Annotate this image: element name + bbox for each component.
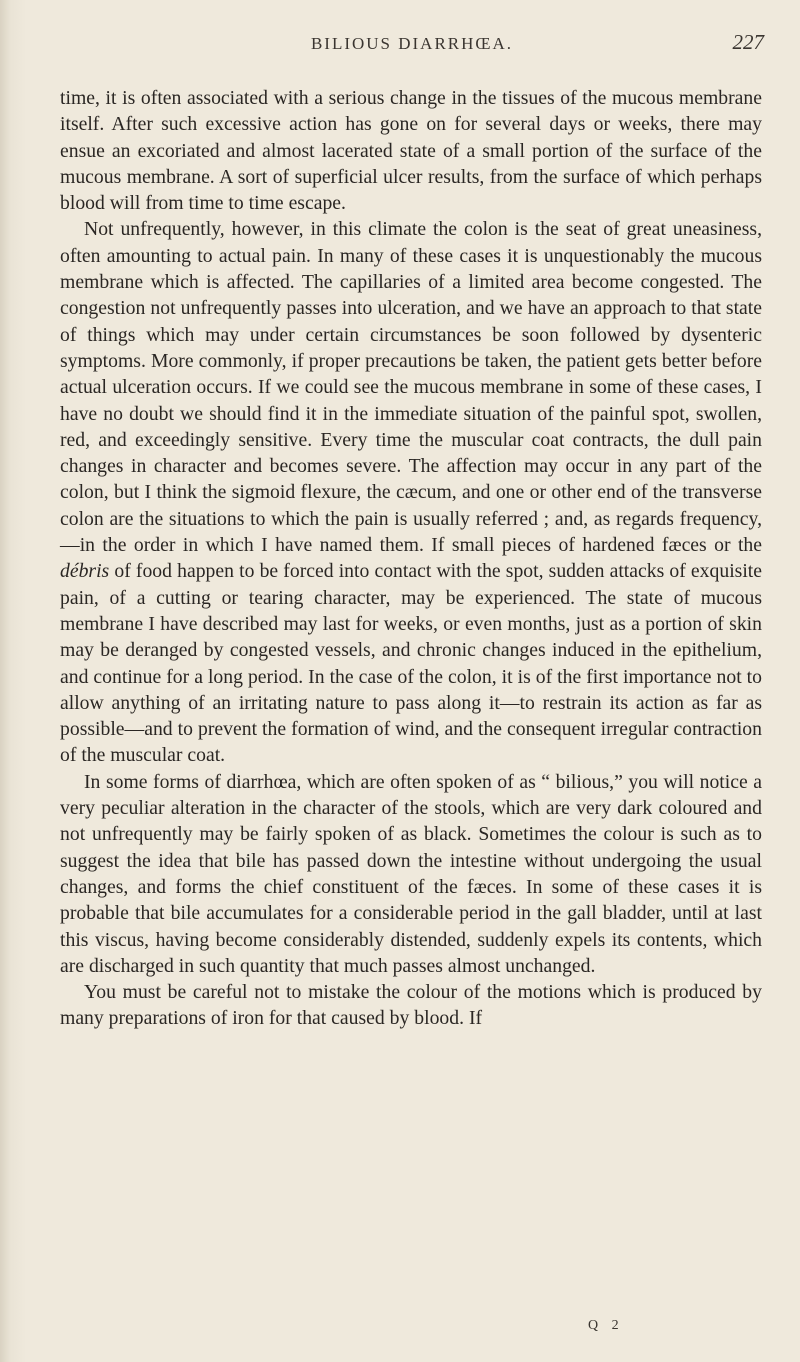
paragraph-2 bbox=[60, 216, 762, 768]
page-number: 227 bbox=[732, 30, 764, 54]
paragraph-3: In some forms of diarrhœa, which are often spoken of as “ bilious,” you will notice a very peculiar alteration in the character of the stools, which are very dark coloured and not unfrequently may be fairly spoken of as black. Sometimes the colour is such as to suggest the idea that bile has passed down the intestine without undergoing the usual changes, and forms the chief constituent of the fæces. In some of these cases it is probable that bile accumulates for a considerable period in the gall bladder, until at last this viscus, having become considerably distended, suddenly expels its contents, which are discharged in such quantity that much passes almost unchanged. bbox=[60, 770, 762, 977]
italic-debris: débris bbox=[60, 560, 110, 583]
body-text bbox=[60, 85, 762, 1032]
paragraph-4: You must be careful not to mistake the colour of the motions which is produced by many preparations of iron for that caused by blood. If bbox=[60, 981, 762, 1030]
paragraph-2-part-1: Not unfrequently, however, in this climate the colon is the seat of great uneasiness, often amounting to actual pain. In many of these cases it is unquestionably the mucous membrane which is affected. The capillaries of a limited area become congested. The congestion not unfrequently passes into ulceration, and we have an approach to that state of things which may under certain circumstances be soon followed by dysenteric symptoms. More commonly, if proper precautions be taken, the patient gets better before actual ulceration occurs. If we could see the mucous membrane in some of these cases, I have no doubt we should find it in the immediate situation of the painful spot, swollen, red, and exceedingly sensitive. Every time the muscular coat contracts, the dull pain changes in character and becomes severe. The affection may occur in any part of the colon, but I think the sigmoid flexure, the cæcum, and one or other end of the transverse colon are the situations to which the pain is usually referred ; and, as regards frequency,—in the order in which I have named them. If small pieces of hardened fæces or the bbox=[60, 218, 762, 557]
running-title: BILIOUS DIARRHŒA. bbox=[310, 34, 514, 53]
paragraph-2-part-2: of food happen to be forced into contact with the spot, sudden attacks of exquisite pain, of a cutting or tearing character, may be experienced. The state of mucous membrane I have described may last for weeks, or even months, just as a portion of skin may be deranged by congested vessels, and chronic changes induced in the epithelium, and continue for a long period. In the case of the colon, it is of the first importance not to allow anything of an irritating nature to pass along it—to restrain its action as far as possible—and to prevent the formation of wind, and the consequent irregular contraction of the muscular coat. bbox=[60, 560, 762, 767]
signature-mark: Q 2 bbox=[588, 1318, 624, 1333]
paragraph-1: time, it is often associated with a serious change in the tissues of the mucous membrane itself. After such excessive action has gone on for several days or weeks, there may ensue an excoriated and almost lacerated state of a small portion of the surface of the mucous membrane. A sort of superficial ulcer results, from the surface of which perhaps blood will from time to time escape. bbox=[60, 87, 762, 215]
page-header bbox=[60, 30, 764, 60]
